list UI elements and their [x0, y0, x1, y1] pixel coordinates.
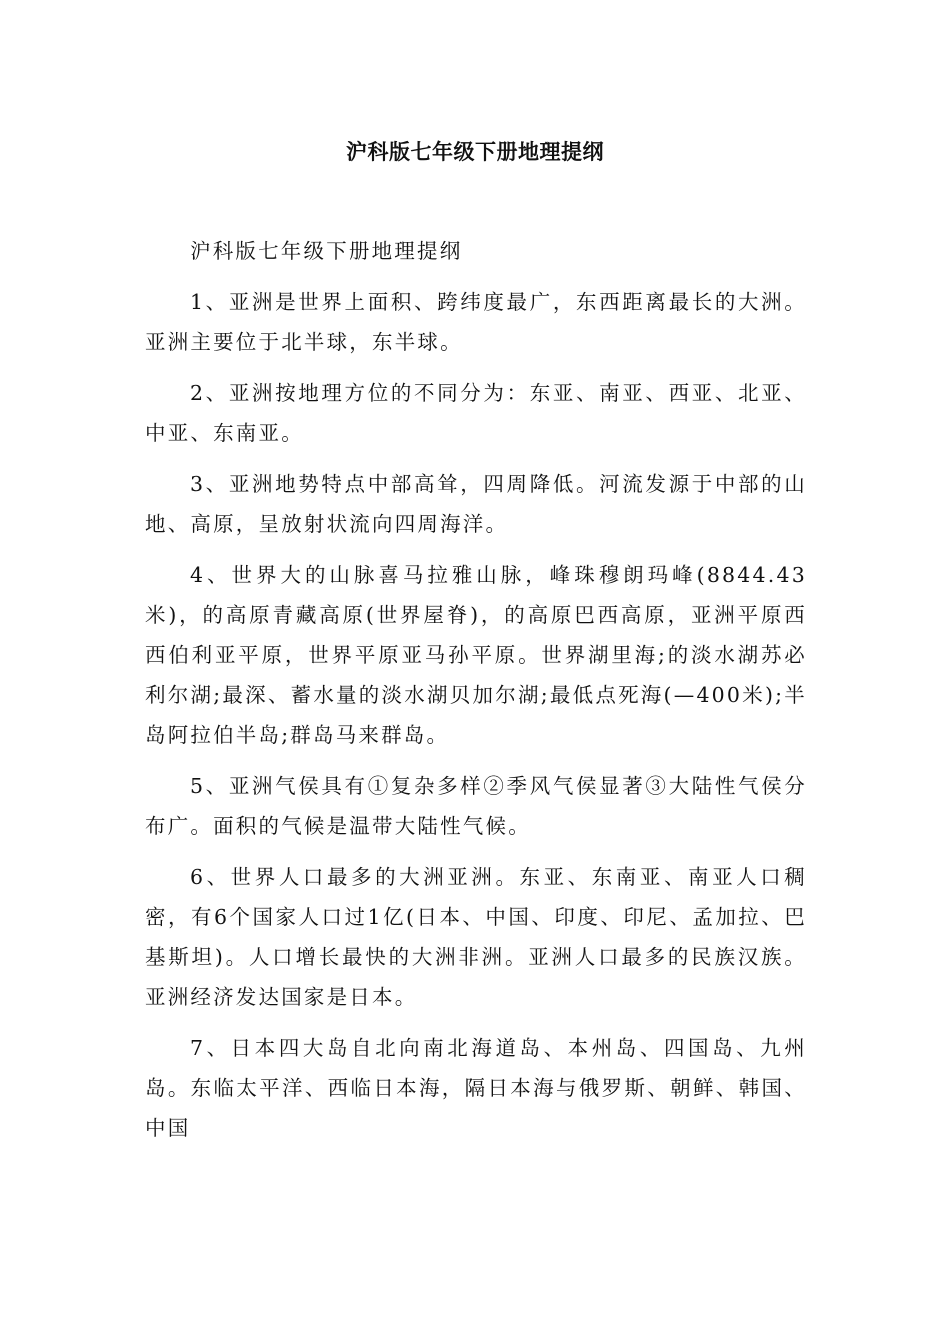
paragraph-intro: 沪科版七年级下册地理提纲 [190, 239, 463, 263]
paragraph-3: 3、亚洲地势特点中部高耸，四周降低。河流发源于中部的山地、高原，呈放射状流向四周海洋。 [145, 472, 807, 536]
paragraph-6: 6、世界人口最多的大洲亚洲。东亚、东南亚、南亚人口稠密，有6个国家人口过1亿(日本、中国、印度、印尼、孟加拉、巴基斯坦)。人口增长最快的大洲非洲。亚洲人口最多的民族汉族。亚洲经济发达国家是日本。 [145, 865, 807, 1009]
paragraph-1: 1、亚洲是世界上面积、跨纬度最广，东西距离最长的大洲。亚洲主要位于北半球，东半球。 [145, 290, 807, 354]
paragraph-4: 4、世界大的山脉喜马拉雅山脉，峰珠穆朗玛峰(8844.43米)，的高原青藏高原(世界屋脊)，的高原巴西高原，亚洲平原西西伯利亚平原，世界平原亚马孙平原。世界湖里海;的淡水湖苏必利尔湖;最深、蓄水量的淡水湖贝加尔湖;最低点死海(—400米);半岛阿拉伯半岛;群岛马来群岛。 [145, 563, 807, 747]
paragraph-5: 5、亚洲气侯具有①复杂多样②季风气侯显著③大陆性气侯分布广。面积的气候是温带大陆性气候。 [145, 774, 807, 838]
paragraph-2: 2、亚洲按地理方位的不同分为：东亚、南亚、西亚、北亚、中亚、东南亚。 [145, 381, 807, 445]
document-title: 沪科版七年级下册地理提纲 [346, 140, 604, 164]
paragraph-7: 7、日本四大岛自北向南北海道岛、本州岛、四国岛、九州岛。东临太平洋、西临日本海，隔日本海与俄罗斯、朝鲜、韩国、中国 [145, 1036, 807, 1140]
document-body [145, 231, 807, 1159]
